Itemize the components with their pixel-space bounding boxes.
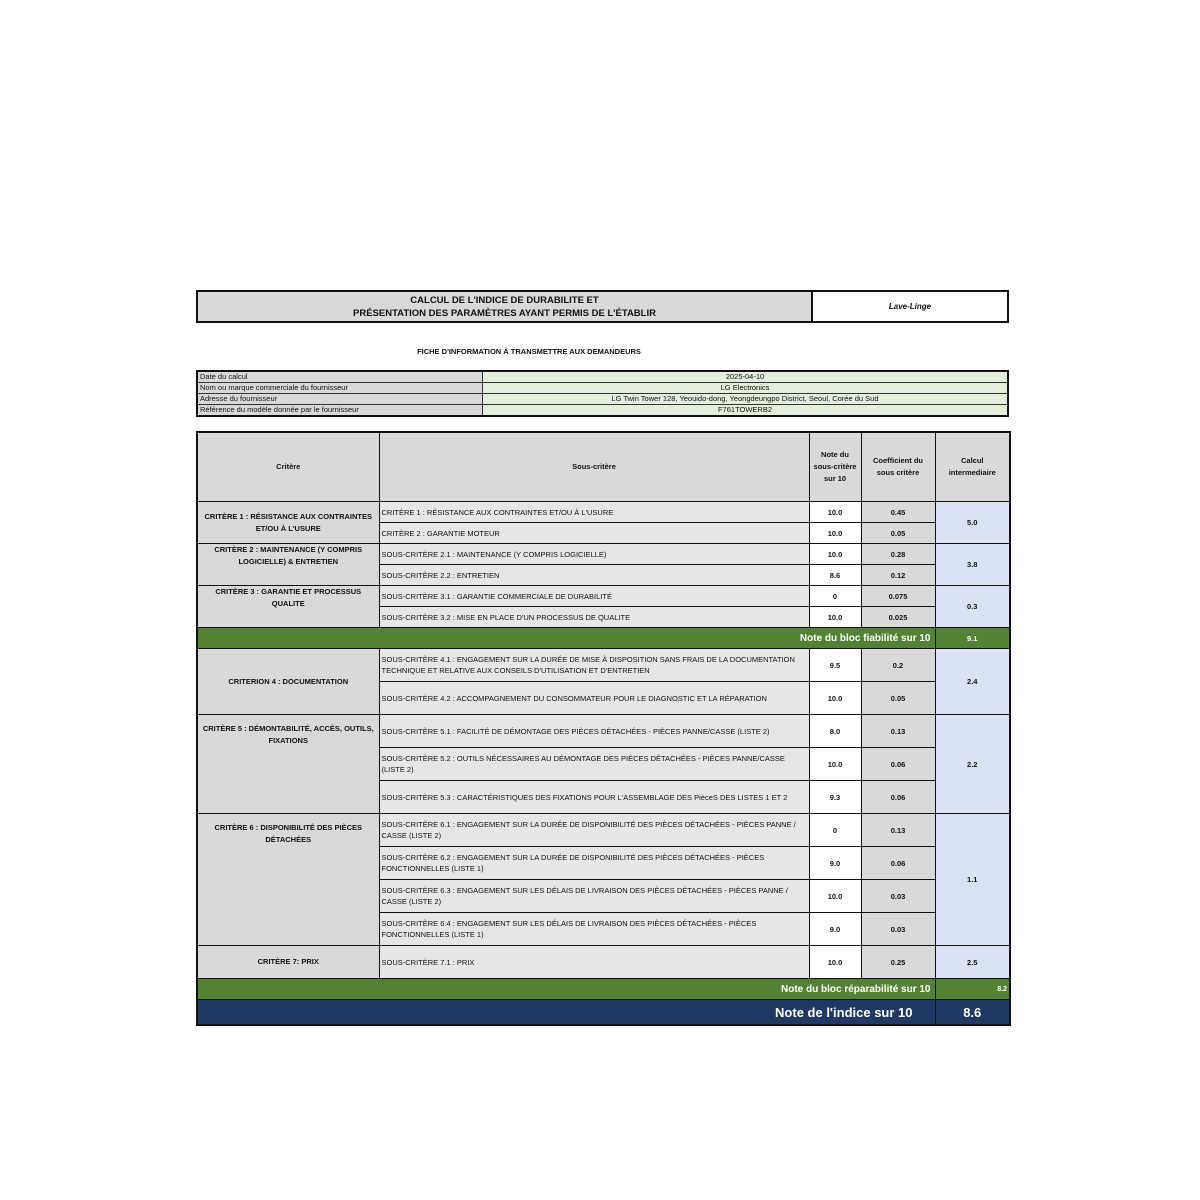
sub-coef: 0.25 (861, 946, 935, 979)
table-row (197, 814, 1010, 847)
sub-criterion: SOUS-CRITÈRE 5.1 : FACILITÉ DE DÉMONTAGE DES PIÈCES DÉTACHÉES - PIÈCES PANNE/CASSE (LISTE 2) (379, 715, 809, 748)
sub-coef: 0.13 (861, 814, 935, 847)
sub-coef: 0.12 (861, 565, 935, 586)
subtitle: FICHE D'INFORMATION À TRANSMETTRE AUX DEMANDEURS (417, 347, 641, 356)
sub-criterion: SOUS-CRITÈRE 4.2 : ACCOMPAGNEMENT DU CONSOMMATEUR POUR LE DIAGNOSTIC ET LA RÉPARATION (379, 682, 809, 715)
info-value: LG Twin Tower 128, Yeouido-dong, Yeongdeungpo District, Seoul, Corée du Sud (483, 394, 1009, 405)
sub-note: 9.0 (809, 847, 861, 880)
sub-coef: 0.06 (861, 847, 935, 880)
criterion-calc: 5.0 (935, 502, 1010, 544)
criterion-calc: 2.2 (935, 715, 1010, 814)
sub-coef: 0.03 (861, 913, 935, 946)
criterion-calc: 2.5 (935, 946, 1010, 979)
fiabilite-value: 9.1 (935, 628, 1010, 649)
sub-coef: 0.025 (861, 607, 935, 628)
sub-note: 10.0 (809, 682, 861, 715)
sub-criterion: SOUS-CRITÈRE 6.1 : ENGAGEMENT SUR LA DURÉE DE DISPONIBILITÉ DES PIÈCES DÉTACHÉES - PIÈCES PANNE / CASSE (LISTE 2) (379, 814, 809, 847)
sub-criterion: CRITÈRE 2 : GARANTIE MOTEUR (379, 523, 809, 544)
criterion-4: CRITERION 4 : DOCUMENTATION (197, 649, 379, 715)
title-line-2: PRÉSENTATION DES PARAMÈTRES AYANT PERMIS DE L'ÉTABLIR (353, 307, 656, 319)
sub-note: 0 (809, 586, 861, 607)
product-type: Lave-Linge (888, 302, 932, 311)
sub-note: 9.3 (809, 781, 861, 814)
col-header-sous-critere: Sous-critère (379, 432, 809, 502)
sub-note: 10.0 (809, 748, 861, 781)
sub-note: 10.0 (809, 946, 861, 979)
sub-note: 10.0 (809, 544, 861, 565)
info-row-address (197, 394, 1008, 405)
criterion-3: CRITÈRE 3 : GARANTIE ET PROCESSUS QUALITE (197, 586, 379, 628)
info-label: Nom ou marque commerciale du fournisseur (197, 383, 483, 394)
reparabilite-row (197, 979, 1010, 1000)
sub-note: 10.0 (809, 502, 861, 523)
info-row-brand (197, 383, 1008, 394)
sub-criterion: SOUS-CRITÈRE 2.2 : ENTRETIEN (379, 565, 809, 586)
indice-label: Note de l'indice sur 10 (197, 1000, 935, 1026)
criterion-calc: 1.1 (935, 814, 1010, 946)
info-label: Référence du modèle donnée par le fournisseur (197, 405, 483, 417)
reparabilite-value: 8.2 (935, 979, 1010, 1000)
sub-note: 9.5 (809, 649, 861, 682)
sub-coef: 0.06 (861, 748, 935, 781)
criterion-calc: 2.4 (935, 649, 1010, 715)
sub-coef: 0.45 (861, 502, 935, 523)
table-row (197, 715, 1010, 748)
sub-criterion: SOUS-CRITÈRE 5.2 : OUTILS NÉCESSAIRES AU DÉMONTAGE DES PIÈCES DÉTACHÉES - PIÈCES PANNE/CASSE (LISTE 2) (379, 748, 809, 781)
sub-note: 8.0 (809, 715, 861, 748)
info-value: LG Electronics (483, 383, 1009, 394)
sub-coef: 0.05 (861, 523, 935, 544)
table-row (197, 544, 1010, 565)
sub-criterion: SOUS-CRITÈRE 3.2 : MISE EN PLACE D'UN PROCESSUS DE QUALITE (379, 607, 809, 628)
fiabilite-label: Note du bloc fiabilité sur 10 (197, 628, 935, 649)
sub-criterion: CRITÈRE 1 : RÉSISTANCE AUX CONTRAINTES ET/OU À L'USURE (379, 502, 809, 523)
score-table (196, 431, 1011, 1026)
col-header-coef: Coefficient du sous critère (861, 432, 935, 502)
criterion-calc: 0.3 (935, 586, 1010, 628)
sub-criterion: SOUS-CRITÈRE 6.4 : ENGAGEMENT SUR LES DÉLAIS DE LIVRAISON DES PIÈCES DÉTACHÉES - PIÈCES FONCTIONNELLES (LISTE 1) (379, 913, 809, 946)
sub-note: 0 (809, 814, 861, 847)
info-value: 2025-04-10 (483, 371, 1009, 383)
info-row-reference (197, 405, 1008, 417)
table-row (197, 502, 1010, 523)
title-line-1: CALCUL DE L'INDICE DE DURABILITE ET (410, 294, 599, 306)
sub-criterion: SOUS-CRITÈRE 6.3 : ENGAGEMENT SUR LES DÉLAIS DE LIVRAISON DES PIÈCES DÉTACHÉES - PIÈCES PANNE / CASSE (LISTE 2) (379, 880, 809, 913)
sub-coef: 0.28 (861, 544, 935, 565)
sub-note: 9.0 (809, 913, 861, 946)
indice-row (197, 1000, 1010, 1026)
document-title (198, 292, 813, 321)
sub-coef: 0.13 (861, 715, 935, 748)
criterion-5: CRITÈRE 5 : DÉMONTABILITÉ, ACCÈS, OUTILS, FIXATIONS (197, 715, 379, 814)
sub-coef: 0.03 (861, 880, 935, 913)
header-row (197, 432, 1010, 502)
criterion-1: CRITÈRE 1 : RÉSISTANCE AUX CONTRAINTES ET/OU À L'USURE (197, 502, 379, 544)
criterion-7: CRITÈRE 7: PRIX (197, 946, 379, 979)
sub-criterion: SOUS-CRITÈRE 7.1 : PRIX (379, 946, 809, 979)
criterion-calc: 3.8 (935, 544, 1010, 586)
col-header-note: Note du sous-critère sur 10 (809, 432, 861, 502)
sub-criterion: SOUS-CRITÈRE 4.1 : ENGAGEMENT SUR LA DURÉE DE MISE À DISPOSITION SANS FRAIS DE LA DOCUMENTATION TECHNIQUE ET RELATIVE AUX CONSEILS D'UTILISATION ET D'ENTRETIEN (379, 649, 809, 682)
info-label: Date du calcul (197, 371, 483, 383)
info-label: Adresse du fournisseur (197, 394, 483, 405)
col-header-critere: Critère (197, 432, 379, 502)
sub-coef: 0.05 (861, 682, 935, 715)
sub-criterion: SOUS-CRITÈRE 2.1 : MAINTENANCE (Y COMPRIS LOGICIELLE) (379, 544, 809, 565)
table-row (197, 586, 1010, 607)
criterion-6: CRITÈRE 6 : DISPONIBILITÉ DES PIÈCES DÉTACHÉES (197, 814, 379, 946)
sub-note: 10.0 (809, 523, 861, 544)
criterion-2: CRITÈRE 2 : MAINTENANCE (Y COMPRIS LOGICIELLE) & ENTRETIEN (197, 544, 379, 586)
info-row-date (197, 371, 1008, 383)
sub-coef: 0.06 (861, 781, 935, 814)
sub-note: 10.0 (809, 607, 861, 628)
sub-coef: 0.2 (861, 649, 935, 682)
col-header-calc: Calcul intermediaire (935, 432, 1010, 502)
reparabilite-label: Note du bloc réparabilité sur 10 (197, 979, 935, 1000)
sub-note: 10.0 (809, 880, 861, 913)
sub-criterion: SOUS-CRITÈRE 6.2 : ENGAGEMENT SUR LA DURÉE DE DISPONIBILITÉ DES PIÈCES DÉTACHÉES - PIÈCES FONCTIONNELLES (LISTE 1) (379, 847, 809, 880)
sub-coef: 0.075 (861, 586, 935, 607)
sub-criterion: SOUS-CRITÈRE 5.3 : CARACTÉRISTIQUES DES FIXATIONS POUR L'ASSEMBLAGE DES PièceS DES LISTES 1 ET 2 (379, 781, 809, 814)
title-box (196, 290, 1009, 323)
table-row (197, 649, 1010, 682)
indice-value: 8.6 (935, 1000, 1010, 1026)
supplier-info-table (196, 370, 1009, 417)
fiabilite-row (197, 628, 1010, 649)
table-row (197, 946, 1010, 979)
info-value: F761TOWERB2 (483, 405, 1009, 417)
sub-note: 8.6 (809, 565, 861, 586)
sub-criterion: SOUS-CRITÈRE 3.1 : GARANTIE COMMERCIALE DE DURABILITÉ (379, 586, 809, 607)
